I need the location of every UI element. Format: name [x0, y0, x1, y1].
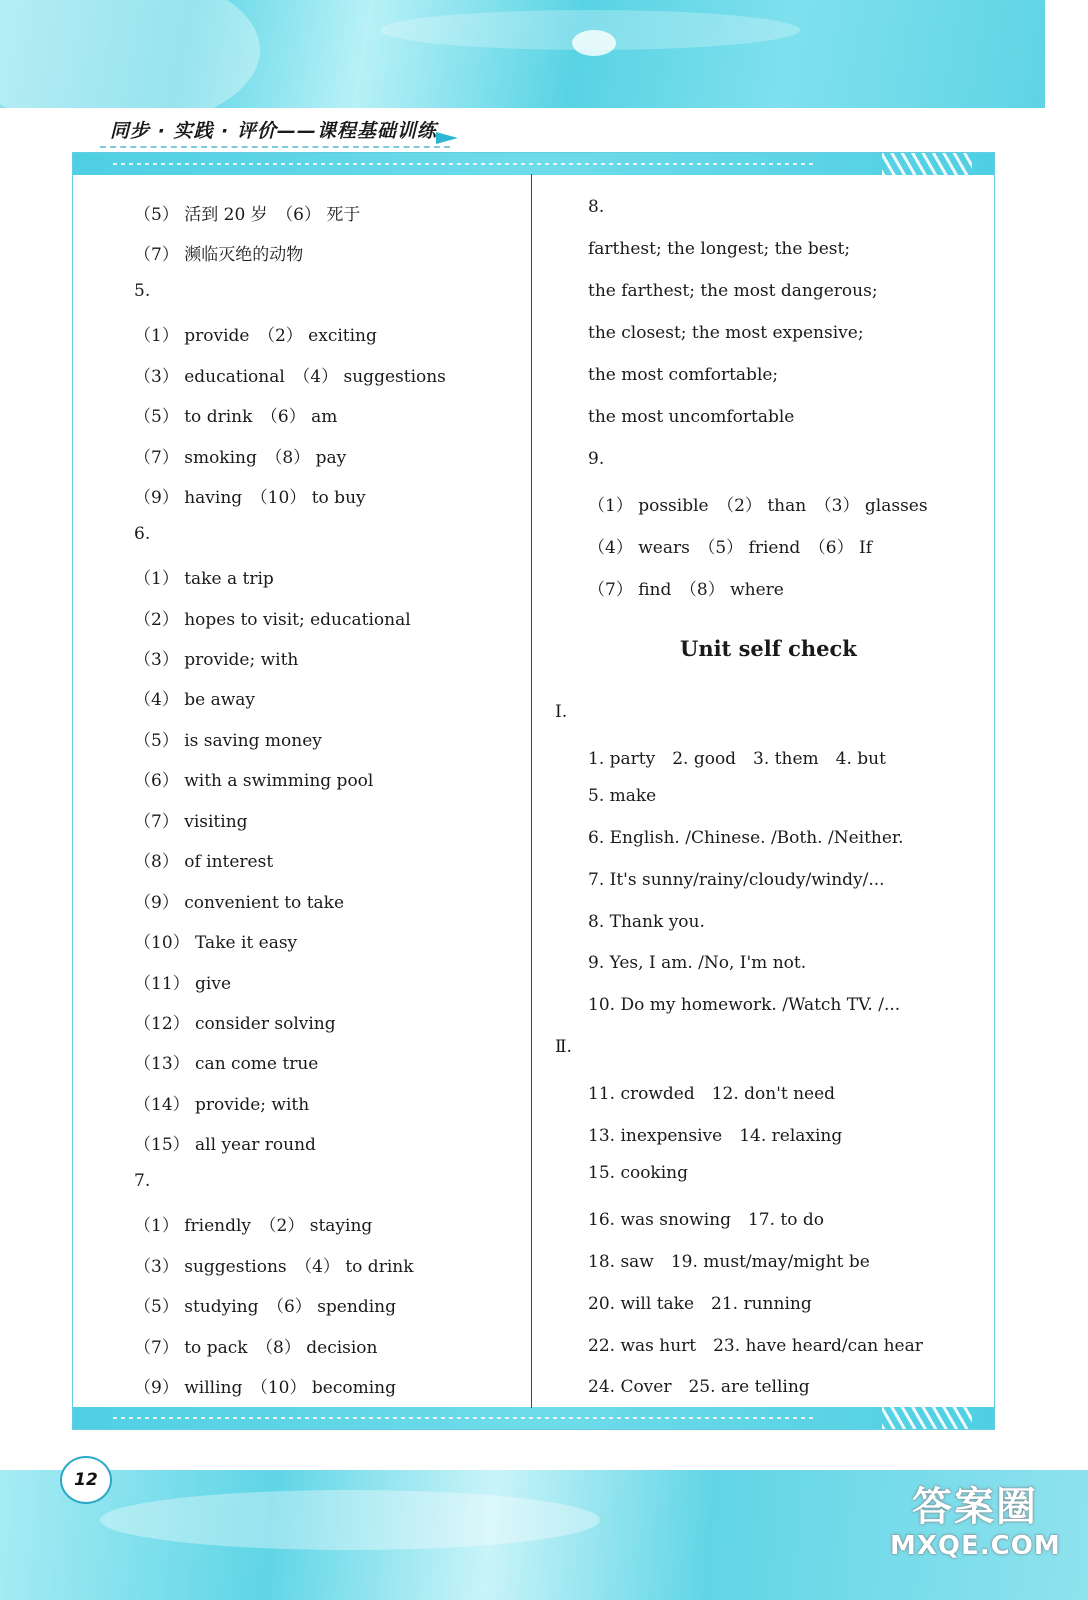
answer-line: 7.	[134, 1170, 151, 1191]
answer-line: 6. English. /Chinese. /Both. /Neither.	[588, 827, 904, 848]
answer-line: （15） all year round	[134, 1135, 316, 1156]
page-number: 12	[60, 1456, 112, 1504]
arrow-icon	[436, 132, 458, 144]
answer-line: Ⅰ.	[555, 702, 568, 722]
answer-line: （12） consider solving	[134, 1014, 336, 1034]
answer-line: 8. Thank you.	[588, 911, 705, 932]
answer-line: （13） can come true	[134, 1054, 319, 1075]
answer-line: （6） with a swimming pool	[134, 771, 374, 792]
answer-line: （5） is saving money	[134, 730, 322, 751]
frame-top-strip	[73, 153, 994, 175]
answer-line: 15. cooking	[588, 1162, 688, 1183]
answer-line: （7） smoking （8） pay	[134, 447, 347, 468]
answer-line: 6.	[134, 523, 151, 544]
answer-line: （11） give	[134, 973, 232, 994]
hatch-decoration	[882, 1407, 972, 1429]
watermark	[890, 1484, 1060, 1562]
answer-line: （9） having （10） to buy	[134, 488, 366, 509]
answer-line: 5.	[134, 280, 151, 301]
column-divider	[531, 174, 532, 1408]
hatch-decoration	[882, 153, 972, 175]
answer-line: （1） possible （2） than （3） glasses	[588, 496, 928, 516]
answer-line: 24. Cover 25. are telling	[588, 1377, 810, 1398]
answer-line: （7） find （8） where	[588, 580, 784, 600]
answer-line: 16. was snowing 17. to do	[588, 1209, 825, 1230]
answer-line: （10） Take it easy	[134, 933, 298, 954]
answer-line: 10. Do my homework. /Watch TV. /...	[588, 995, 901, 1016]
answer-line: 20. will take 21. running	[588, 1293, 812, 1314]
answer-line: （5） 活到 20 岁 （6） 死于	[134, 205, 361, 225]
answer-line: （7） to pack （8） decision	[134, 1337, 378, 1358]
answer-line: （4） be away	[134, 690, 255, 711]
banner-ornament	[572, 30, 616, 56]
answer-line: 9.	[588, 449, 605, 469]
answer-line: （14） provide; with	[134, 1094, 310, 1115]
answer-line: （1） provide （2） exciting	[134, 326, 377, 347]
answer-line: 11. crowded 12. don't need	[588, 1084, 836, 1105]
answer-line: 7. It's sunny/rainy/cloudy/windy/...	[588, 869, 885, 890]
answer-line: （4） wears （5） friend （6） If	[588, 538, 873, 558]
answer-line: （3） educational （4） suggestions	[134, 366, 446, 387]
answer-line: （2） hopes to visit; educational	[134, 609, 411, 630]
answer-line: 1. party 2. good 3. them 4. but	[588, 748, 886, 769]
answer-line: 22. was hurt 23. have heard/can hear	[588, 1335, 923, 1356]
answer-line: （8） of interest	[134, 852, 274, 873]
answer-line: （9） willing （10） becoming	[134, 1378, 396, 1399]
answer-line: （3） suggestions （4） to drink	[134, 1256, 414, 1277]
answer-line: 18. saw 19. must/may/might be	[588, 1251, 870, 1272]
answer-line: （5） studying （6） spending	[134, 1297, 396, 1318]
answer-line: the closest; the most expensive;	[588, 323, 864, 343]
frame-bottom-strip	[73, 1407, 994, 1429]
answer-line: （1） friendly （2） staying	[134, 1216, 373, 1237]
strip-dots	[113, 1417, 813, 1419]
answer-line: the most uncomfortable	[588, 407, 795, 427]
answer-line: Ⅱ.	[555, 1037, 572, 1058]
header-underline	[100, 146, 450, 148]
answer-line: 13. inexpensive 14. relaxing	[588, 1126, 843, 1146]
watermark-url: MXQE.COM	[890, 1531, 1061, 1561]
answer-line: 9. Yes, I am. /No, I'm not.	[588, 953, 807, 974]
answer-line: （7） visiting	[134, 811, 248, 832]
banner-swirl	[100, 1490, 600, 1550]
answer-line: 5. make	[588, 785, 657, 806]
answer-line: （1） take a trip	[134, 569, 274, 590]
series-title: 同步 · 实践 · 评价——课程基础训练	[110, 120, 437, 142]
answer-line: （9） convenient to take	[134, 892, 345, 913]
strip-dots	[113, 163, 813, 165]
answer-line: （7） 濒临灭绝的动物	[134, 245, 304, 266]
answer-line: the most comfortable;	[588, 365, 779, 385]
answer-line: farthest; the longest; the best;	[588, 239, 851, 259]
answer-line: （3） provide; with	[134, 649, 299, 670]
section-title: Unit self check	[680, 636, 857, 661]
answer-line: 8.	[588, 197, 605, 217]
watermark-logo-text: 答案圈	[912, 1484, 1038, 1530]
top-banner	[0, 0, 1045, 108]
answer-line: （5） to drink （6） am	[134, 407, 338, 428]
answer-line: the farthest; the most dangerous;	[588, 281, 878, 301]
banner-swirl	[0, 0, 260, 108]
